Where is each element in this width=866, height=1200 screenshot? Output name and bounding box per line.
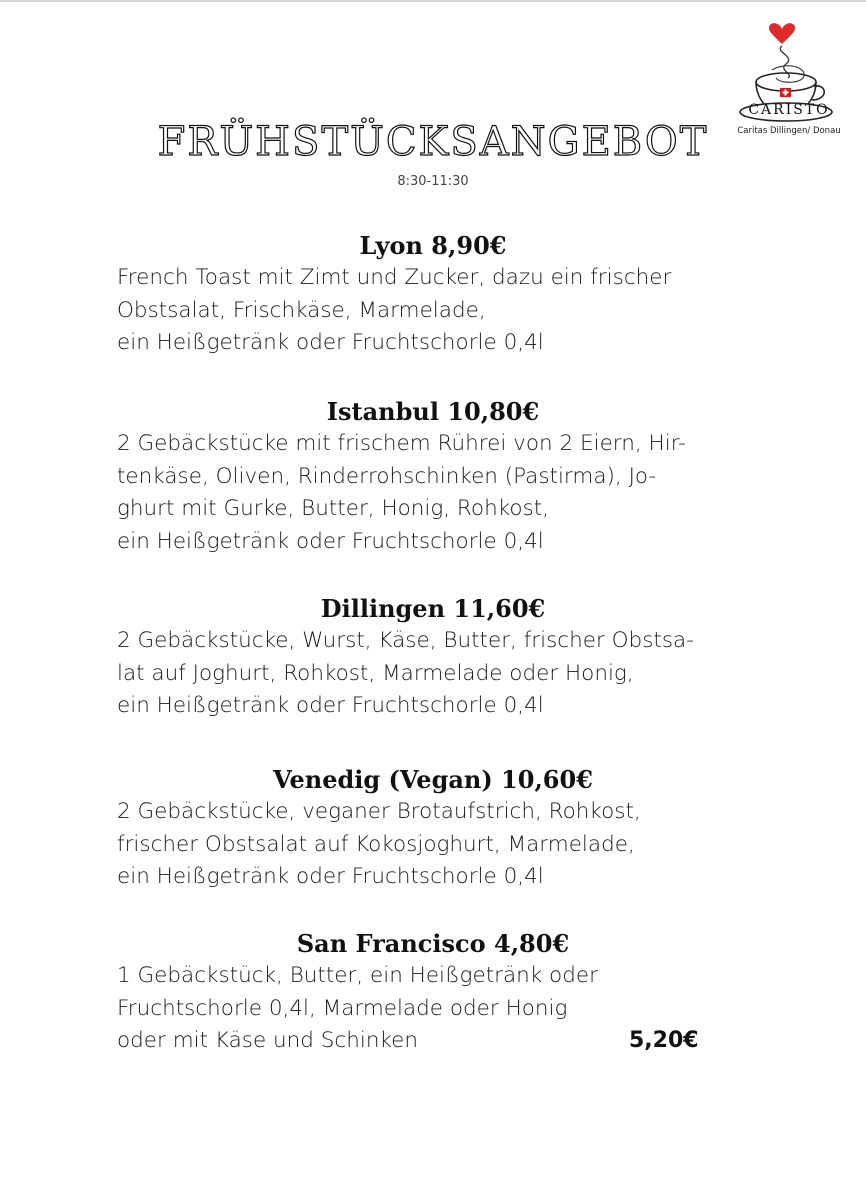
- menu-item-heading: San Francisco 4,80€: [296, 929, 570, 958]
- description-line: frischer Obstsalat auf Kokosjoghurt, Marmelade,: [117, 831, 635, 857]
- menu-item-description: [0, 428, 866, 558]
- description-line: 1 Gebäckstück, Butter, ein Heißgetränk oder: [117, 963, 598, 988]
- description-line: tenkäse, Oliven, Rinderrohschinken (Pastirma), Jo-: [117, 463, 657, 489]
- menu-item-dillingen: [0, 593, 866, 723]
- menu-item-venedig: [0, 764, 866, 894]
- description-line: oder mit Käse und Schinken: [117, 1028, 419, 1054]
- menu-item-description: [0, 625, 866, 723]
- menu-item-lyon: [0, 230, 866, 360]
- description-line: ein Heißgetränk oder Fruchtschorle 0,4l: [117, 693, 544, 719]
- opening-hours: [0, 174, 866, 189]
- description-line: 2 Gebäckstücke, veganer Brotaufstrich, Rohkost,: [117, 799, 641, 824]
- opening-hours-text: 8:30-11:30: [397, 174, 469, 189]
- description-line: ein Heißgetränk oder Fruchtschorle 0,4l: [117, 528, 544, 554]
- page-title: FRÜHSTÜCKSANGEBOT: [157, 119, 709, 165]
- menu-item-description: [0, 960, 866, 1058]
- description-line: ein Heißgetränk oder Fruchtschorle 0,4l: [117, 330, 544, 356]
- description-line: French Toast mit Zimt und Zucker, dazu ein frischer: [117, 265, 672, 290]
- menu-item-heading: Lyon 8,90€: [359, 231, 507, 260]
- menu-item-heading: Istanbul 10,80€: [326, 397, 540, 426]
- menu-item-description: [0, 796, 866, 894]
- menu-item-heading: Venedig (Vegan) 10,60€: [273, 765, 593, 794]
- extra-price: 5,20€: [629, 1028, 699, 1053]
- description-line: lat auf Joghurt, Rohkost, Marmelade oder Honig,: [117, 660, 634, 686]
- logo-caption: Caritas Dillingen/ Donau: [737, 126, 841, 136]
- menu-item-heading: Dillingen 11,60€: [320, 594, 546, 623]
- description-line: ghurt mit Gurke, Butter, Honig, Rohkost,: [117, 496, 549, 522]
- description-line: 2 Gebäckstücke mit frischem Rührei von 2 Eiern, Hir-: [117, 431, 686, 456]
- description-line: Fruchtschorle 0,4l, Marmelade oder Honig: [117, 995, 568, 1021]
- description-line: ein Heißgetränk oder Fruchtschorle 0,4l: [117, 864, 544, 890]
- logo-name: CARISTO: [748, 102, 830, 118]
- menu-item-description: [0, 262, 866, 360]
- description-line: Obstsalat, Frischkäse, Marmelade,: [117, 297, 486, 323]
- description-line: 2 Gebäckstücke, Wurst, Käse, Butter, frischer Obstsa-: [117, 628, 694, 653]
- menu-item-san-francisco: [0, 928, 866, 1058]
- menu-item-istanbul: [0, 396, 866, 558]
